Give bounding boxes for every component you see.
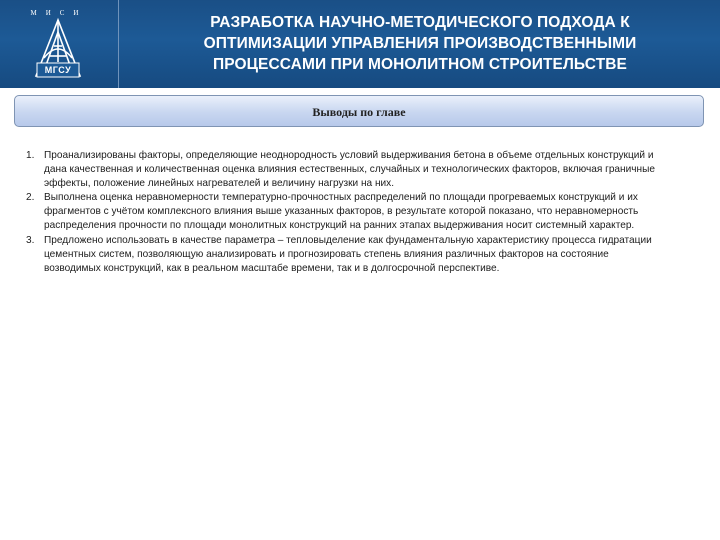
title-line-2: ОПТИМИЗАЦИИ УПРАВЛЕНИЯ ПРОИЗВОДСТВЕННЫМИ <box>203 35 637 52</box>
list-item-number: 3. <box>26 234 35 246</box>
title-line-1: РАЗРАБОТКА НАУЧНО-МЕТОДИЧЕСКОГО ПОДХОДА К <box>210 14 630 31</box>
list-item <box>24 149 660 191</box>
list-item-number: 2. <box>26 192 35 204</box>
logo-top-text: МИСИ <box>30 9 88 17</box>
list-item-text: Проанализированы факторы, определяющие неоднородность условий выдерживания бетона в объеме отдельных конструкций и дана качественная и количественная оценка влияния естественных, случайных и технологических факторов, включая граничные эффекты, положение линейных нагревателей и величину нагрузки на них. <box>44 150 655 190</box>
section-heading: Выводы по главе <box>312 105 406 119</box>
page-title <box>135 12 705 75</box>
header-bar <box>0 0 720 88</box>
section-banner <box>14 95 704 127</box>
title-line-3: ПРОЦЕССАМИ ПРИ МОНОЛИТНОМ СТРОИТЕЛЬСТВЕ <box>212 56 627 73</box>
conclusions-list <box>24 149 660 276</box>
list-item <box>24 234 660 276</box>
list-item-number: 1. <box>26 150 35 161</box>
list-item-text: Выполнена оценка неравномерности температурно-прочностных распределений по площади прогреваемых конструкций и их фрагментов с учётом комплексного влияния выше указанных факторов, в результате которой показано, что неравномерность распределения прочности по площади монолитных конструкций на ранних этапах выдерживания носит системный характер. <box>44 192 639 232</box>
list-item-text: Предложено использовать в качестве параметра – тепловыделение как фундаментальную характеристику процесса гидратации цементных систем, позволяющую анализировать и прогнозировать степень влияния различных факторов на состояние возводимых конструкций, как в реальном масштабе времени, так и в долгосрочной перспективе. <box>44 234 652 274</box>
list-item <box>24 191 660 233</box>
logo-bottom-text: МГСУ <box>44 65 72 75</box>
university-logo <box>0 0 119 88</box>
